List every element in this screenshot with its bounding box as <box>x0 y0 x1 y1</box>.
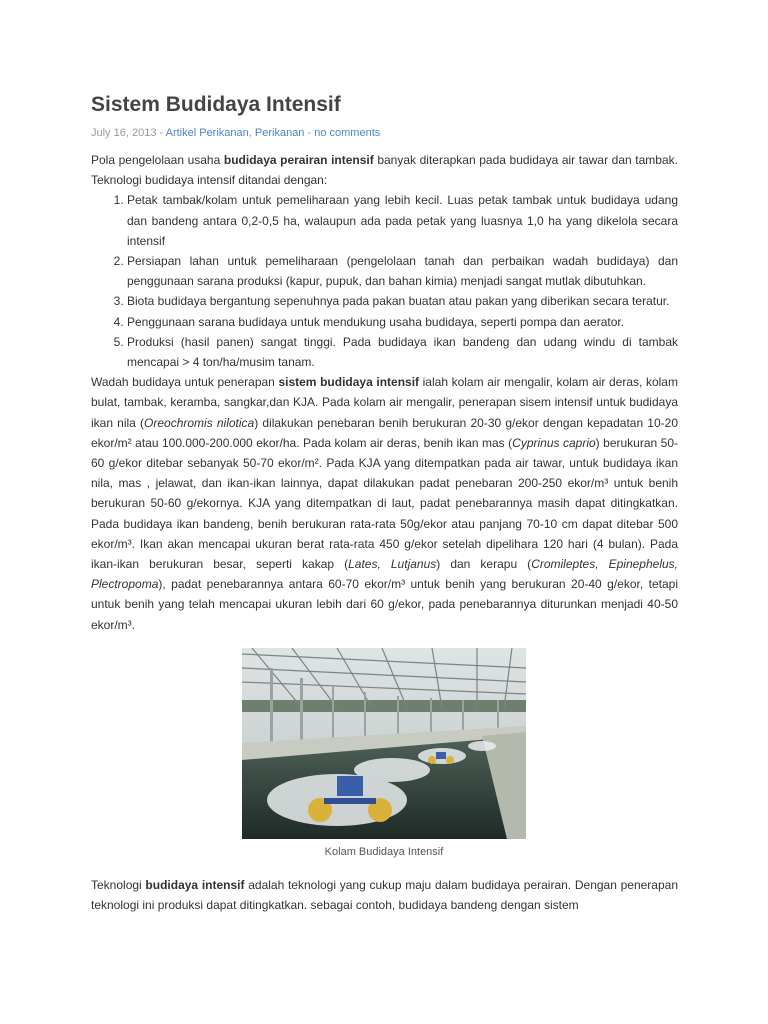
list-item: 2. Persiapan lahan untuk pemeliharaan (pengelolaan tanah dan perbaikan wadah budidaya) dan penggunaan sarana produksi (kapur, pupuk, dan bahan kimia) menjadi sangat mutlak dibutuhkan. <box>127 251 678 291</box>
intro-text: Pola pengelolaan usaha <box>91 153 224 167</box>
species-name: Cyprinus caprio <box>512 435 596 450</box>
para-text: ), padat penebarannya antara 60-70 ekor/m³ untuk benih yang berukuran 20-40 g/ekor, tetapi untuk benih yang telah mencapai ukuran lebih dari 60 g/ekor, pada penebarannya diturunkan menjadi 40-50 ekor/m³. <box>91 577 678 632</box>
para-text: Wadah budidaya untuk penerapan <box>91 375 279 390</box>
meta-comma: , <box>248 127 255 139</box>
species-name: Lates, Lutjanus <box>348 557 437 572</box>
intro-bold: budidaya perairan intensif <box>223 153 374 167</box>
container-paragraph <box>91 372 678 635</box>
post-meta <box>91 126 678 140</box>
para-text: ) dilakukan penebaran benih berukuran 20-30 g/ekor dengan kepadatan 10-20 ekor/m² atau 100.000-200.000 ekor/ha. Pada kolam air deras, benih ikan mas ( <box>91 415 678 450</box>
category-link-perikanan[interactable]: Perikanan <box>254 127 305 139</box>
para-text: Teknologi <box>91 878 146 892</box>
post-date: July 16, 2013 <box>91 127 157 139</box>
para-bold: sistem budidaya intensif <box>278 375 420 390</box>
list-item: 1. Petak tambak/kolam untuk pemeliharaan yang lebih kecil. Luas petak tambak untuk budidaya udang dan bandeng antara 0,2-0,5 ha, walaupun ada pada petak yang luasnya 1,0 ha yang dikelola secara intensif <box>127 190 678 251</box>
meta-separator: - <box>304 127 315 139</box>
comments-link[interactable]: no comments <box>314 127 381 139</box>
intro-text: banyak diterapkan pada budidaya air tawar dan tambak. Teknologi budidaya intensif ditandai dengan: <box>91 153 678 188</box>
para-text: ) dan kerapu ( <box>436 557 532 572</box>
species-name: Oreochromis nilotica <box>144 415 255 430</box>
intro-paragraph <box>91 150 678 190</box>
article-body <box>91 90 678 635</box>
para-text: adalah teknologi yang cukup maju dalam budidaya perairan. Dengan penerapan teknologi ini produksi dapat ditingkatkan. sebagai contoh, budidaya bandeng dengan sistem <box>91 878 678 913</box>
pond-photo-illustration <box>242 648 526 839</box>
list-item: 4. Penggunaan sarana budidaya untuk mendukung usaha budidaya, seperti pompa dan aerator. <box>127 312 678 332</box>
list-item: 5. Produksi (hasil panen) sangat tinggi. Pada budidaya ikan bandeng dan udang windu di tambak mencapai > 4 ton/ha/musim tanam. <box>127 332 678 372</box>
article-title: Sistem Budidaya Intensif <box>91 93 341 116</box>
para-text: ialah kolam air mengalir, kolam air deras, kolam bulat, tambak, keramba, sangkar,dan KJA. Pada kolam air mengalir, penerapan sisem intensif untuk budidaya ikan nila ( <box>91 375 678 430</box>
pond-photo <box>242 648 526 839</box>
category-link-artikel-perikanan[interactable]: Artikel Perikanan <box>165 127 249 139</box>
feature-list <box>91 190 678 372</box>
para-bold: budidaya intensif <box>145 878 245 892</box>
technology-paragraph <box>91 875 678 915</box>
list-item: 3. Biota budidaya bergantung sepenuhnya pada pakan buatan atau pakan yang diberikan secara teratur. <box>127 291 678 311</box>
article-continuation <box>91 875 678 915</box>
figure-caption: Kolam Budidaya Intensif <box>324 846 444 858</box>
meta-separator: - <box>156 127 166 139</box>
species-name: Cromileptes, Epinephelus, Plectropoma <box>91 557 678 592</box>
para-text: ) berukuran 50-60 g/ekor ditebar sebanyak 50-70 ekor/m². Pada KJA yang ditempatkan pada air tawar, untuk budidaya ikan nila, mas , jelawat, dan ikan-ikan lainnya, dapat dilakukan padat penebaran 200-250 ekor/m³ untuk benih berukuran 50-60 g/ekornya. KJA yang ditempatkan di laut, padat penebarannya masih dapat ditingkatkan. Pada budidaya ikan bandeng, benih berukuran rata-rata 50g/ekor atau panjang 70-10 cm dapat ditebar 500 ekor/m³. Ikan akan mencapai ukuran berat rata-rata 450 g/ekor setelah dipelihara 120 hari (4 bulan). Pada ikan-ikan berukuran besar, seperti kakap ( <box>91 435 679 572</box>
